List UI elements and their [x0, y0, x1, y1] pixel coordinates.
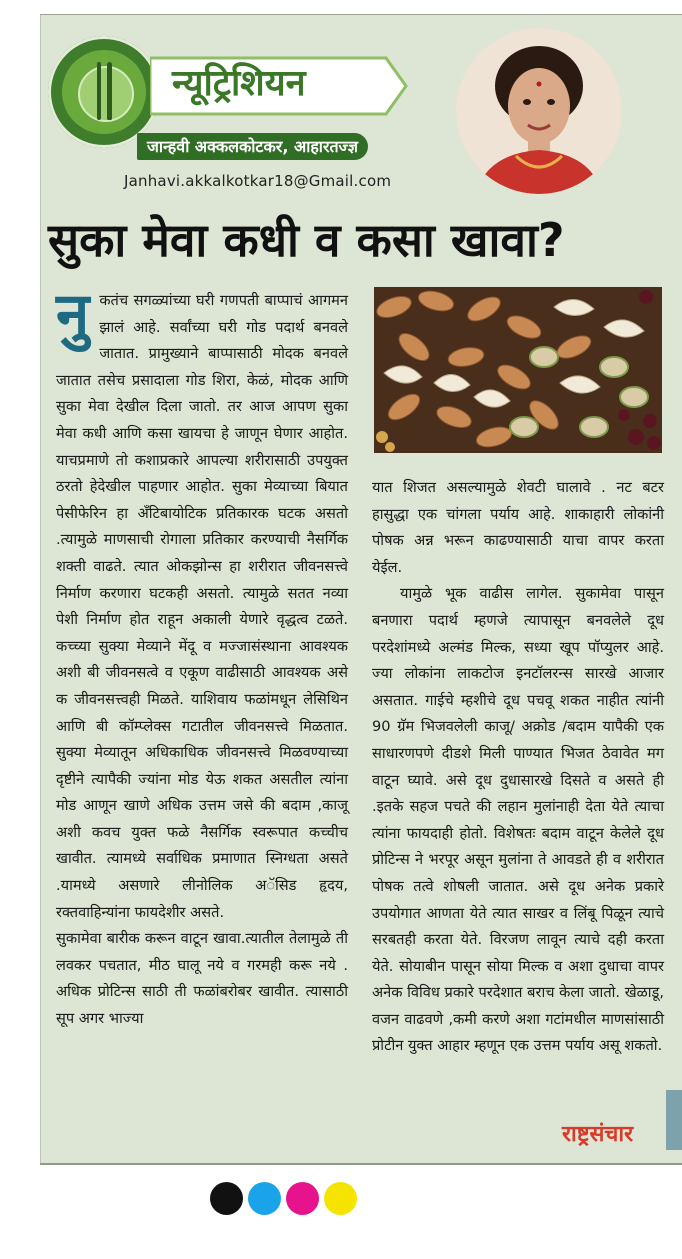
paragraph: सुकामेवा बारीक करून वाटून खावा.त्यातील तेलामुळे ती लवकर पचतात, मीठ घालू नये व गरमही करू नये . अधिक प्रोटिन्स साठी ती फळांबरोबर खावीत. त्यासाठी सूप अगर भाज्या — [56, 930, 348, 1028]
author-email[interactable]: Janhavi.akkalkotkar18@Gmail.com — [124, 172, 392, 190]
article-right-column — [372, 475, 664, 1060]
yellow-dot — [324, 1182, 357, 1215]
adjacent-page-edge — [666, 1090, 682, 1150]
author-photo — [456, 28, 622, 194]
newspaper-brand-logo: राष्ट्रसंचार — [562, 1122, 634, 1147]
paragraph: यामुळे भूक वाढीस लागेल. सुकामेवा पासून बनणारा पदार्थ म्हणजे त्यापासून बनवलेले दूध परदेशांमध्ये अल्मंड मिल्क, सध्या खूप पॉप्युलर आहे. ज्या लोकांना लाकटोज इनटॉलरन्स सारखे आजार असतात. गाईचे म्हशीचे दूध पचवू शकत नाहीत त्यांनी 90 ग्रॅम भिजवलेली काजू/ अक्रोड /बदाम यापैकी एक साधारणपणे दीडशे मिली पाण्यात भिजत ठेवावेत मग वाटून घ्यावे. असे दूध दुधासारखे दिसते व असते ही .इतके सहज पचते की लहान मुलांनाही देता येते त्याचा त्यांना फायदाही होतो. विशेषतः बदाम वाटून केलेले दूध प्रोटिन्स ने भरपूर असून मुलांना ते आवडते ही व शरीरात पोषक तत्वे शोषली जातात. असे दूध अनेक प्रकारे उपयोगात आणता येते त्यात साखर व लिंबू पिळून त्याचे सरबतही करता येते. विरजण लावून त्याचे दही करता येते. सोयाबीन पासून सोया मिल्क व अशा दुधाचा वापर अनेक विविध प्रकारे परदेशात बराच केला जातो. खेळाडू, वजन वाढवणे ,कमी करणे अशा गटांमधील माणसांसाठी प्रोटीन युक्त आहार म्हणून एक उत्तम पर्याय असू शकतो. — [372, 585, 664, 1055]
article-left-column — [56, 280, 348, 1033]
bottom-rule — [40, 1163, 682, 1165]
top-rule — [40, 14, 682, 15]
fork-icon — [97, 62, 101, 120]
plate-icon — [78, 66, 134, 122]
headline: सुका मेवा कधी व कसा खावा? — [48, 213, 565, 267]
section-title: न्यूट्रिशियन — [172, 63, 306, 104]
dropcap: नु — [56, 280, 90, 350]
magenta-dot — [286, 1182, 319, 1215]
knife-icon — [107, 62, 112, 120]
dry-fruits-image — [374, 287, 662, 453]
black-dot — [210, 1182, 243, 1215]
paragraph: कतंच सगळ्यांच्या घरी गणपती बाप्पाचं आगमन झालं आहे. सर्वांच्या घरी गोड पदार्थ बनवले जातात. प्रामुख्याने बाप्पासाठी मोदक बनवले जातात तसेच प्रसादाला गोड शिरा, केळं, मोदक आणि सुका मेवा देखील दिला जातो. तर आज आपण सुका मेवा कधी आणि कसा खायचा हे जाणून घेणार आहोत. याचप्रमाणे तो कशाप्रकारे आपल्या शरीरासाठी उपयुक्त ठरतो हेदेखील पाहणार आहोत. सुका मेव्याच्या बियात पेसीफेरिन हा अँटिबायोटिक प्रतिकारक घटक असतो .त्यामुळे माणसाची रोगाला प्रतिकार करण्याची नैसर्गिक शक्ती वाढते. त्यात ओकझोन्स हा शरीरात जीवनसत्त्वे निर्माण करणारा घटकही असतो. त्यामुळे सतत नव्या पेशी निर्माण होत राहून अकाली येणारे वृद्धत्व टळते. कच्च्या सुक्या मेव्याने मेंदू व मज्जासंस्थाना आवश्यक अशी बी जीवनसत्वे व एकूण वाढीसाठी आवश्यक असे क जीवनसत्त्वही मिळते. याशिवाय फळांमधून लेसिथिन आणि बी कॉम्प्लेक्स गटातील जीवनसत्त्वे मिळतात. सुक्या मेव्यातून अधिकाधिक जीवनसत्त्वे मिळवण्याच्या दृष्टीने त्यापैकी ज्यांना मोड येऊ शकत असतील त्यांना मोड आणून खाणे अधिक उत्तम जसे की बदाम ,काजू अशी कवच युक्त फळे नैसर्गिक स्वरूपात कच्चीच खावीत. त्यामध्ये सर्वाधिक प्रमाणात स्निग्धता असते .यामध्ये असणारे लीनोलिक अॅसिड हृदय, रक्तवाहिन्यांना फायदेशीर असते. — [56, 292, 348, 921]
paragraph: यात शिजत असल्यामुळे शेवटी घालावे . नट बटर हासुद्धा एक चांगला पर्याय आहे. शाकाहारी लोकांनी पोषक अन्न भरून काढण्यासाठी याचा वापर करता येईल. — [372, 479, 664, 576]
cyan-dot — [248, 1182, 281, 1215]
author-byline: जान्हवी अक्कलकोटकर, आहारतज्ज्ञ — [137, 133, 368, 160]
